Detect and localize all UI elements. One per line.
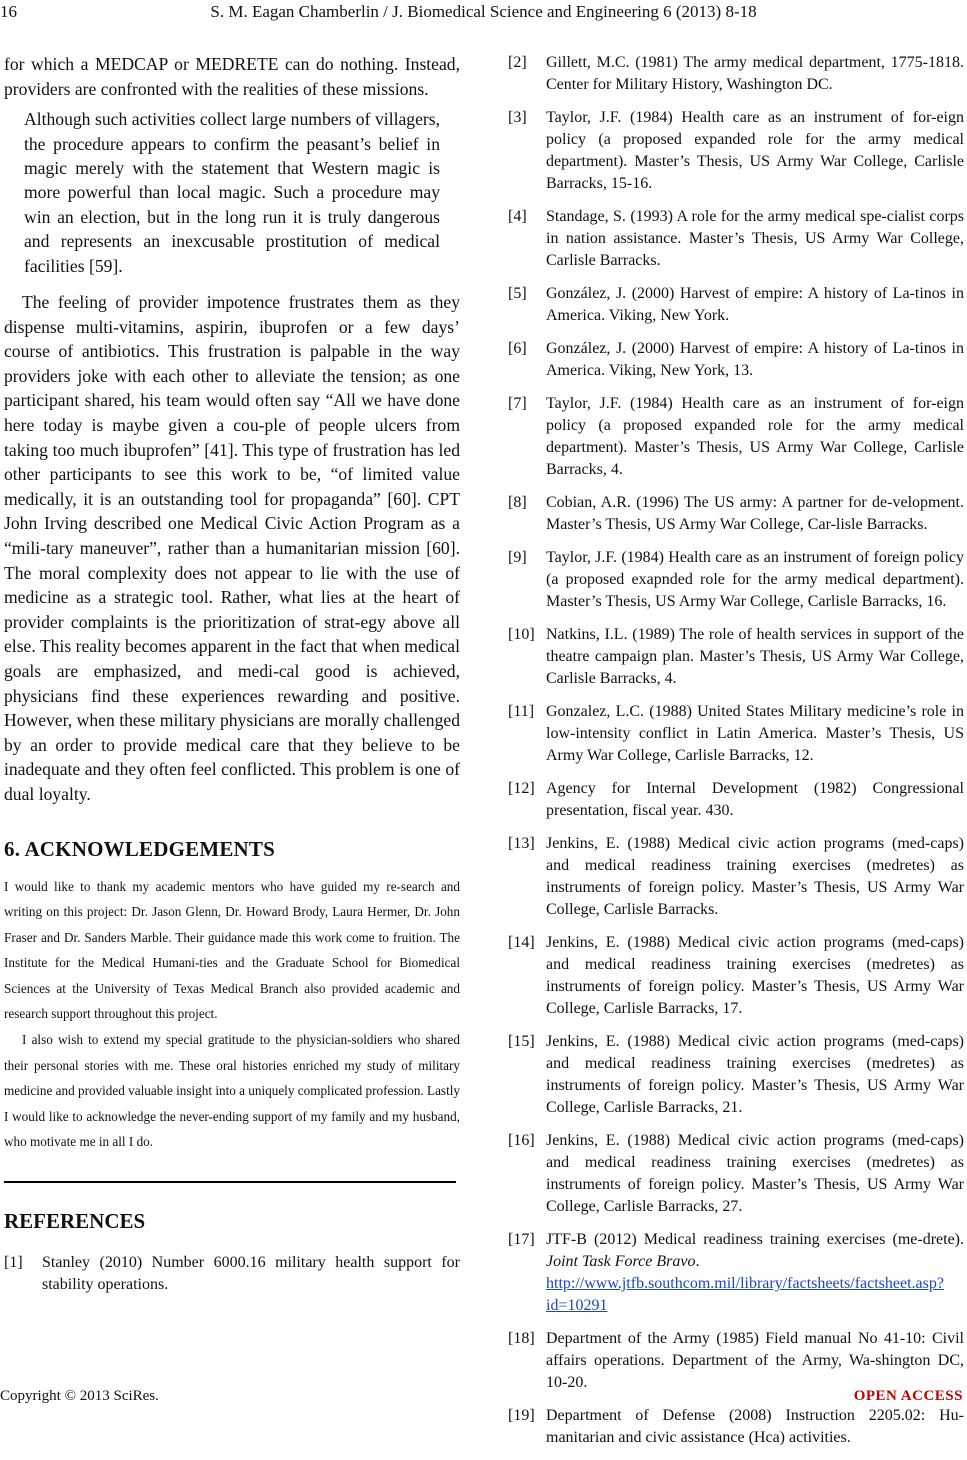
reference-number: [11] [508,703,535,720]
acknowledgements-paragraph-1: I would like to thank my academic mentors who have guided my re-search and writing on this project: Dr. Jason Glenn, Dr. Howard Brody, Laura Hermer, Dr. John Fraser and Dr. Sanders Marble. Their guidance made this work come to fruition. The Institute for the Medical Humani-ties and the Graduate School for Biomedical Sciences at the University of Texas Medical Branch also provided academic and research support throughout this project. [4,878,460,1022]
reference-item [508,393,964,481]
reference-item [508,778,964,822]
reference-text: González, J. (2000) Harvest of empire: A history of La-tinos in America. Viking, New York, 13. [546,340,964,379]
reference-number: [6] [508,340,527,357]
reference-number: [12] [508,780,535,797]
reference-number: [3] [508,109,527,126]
copyright-notice: Copyright © 2013 SciRes. [0,1388,159,1404]
reference-number: [1] [4,1254,23,1272]
reference-number: [15] [508,1033,535,1050]
reference-text: Gonzalez, L.C. (1988) United States Military medicine’s role in low-intensity conflict in Latin America. Master’s Thesis, US Army War College, Carlisle Barracks, 12. [546,703,964,764]
reference-text: Jenkins, E. (1988) Medical civic action programs (med-caps) and medical readiness training exercises (medretes) as instruments of foreign policy. Master’s Thesis, US Army War College, Carlisle Barracks, 27. [546,1132,964,1215]
reference-text: Jenkins, E. (1988) Medical civic action programs (med-caps) and medical readiness training exercises (medretes) as instruments of foreign policy. Master’s Thesis, US Army War College, Carlisle Barracks, 17. [546,934,964,1017]
reference-number: [7] [508,395,527,412]
reference-text-part: JTF-B (2012) Medical readiness training exercises (me-drete). [546,1231,964,1248]
acknowledgements-heading: 6. ACKNOWLEDGEMENTS [4,836,276,861]
page-header [0,0,967,34]
reference-item [508,547,964,613]
reference-item [508,624,964,690]
open-access-label: OPEN ACCESS [853,1388,963,1404]
reference-text: Department of the Army (1985) Field manual No 41-10: Civil affairs operations. Department of the Army, Wa-shington DC, 10-20. [546,1330,964,1391]
reference-number: [17] [508,1231,535,1248]
reference-text: Jenkins, E. (1988) Medical civic action programs (med-caps) and medical readiness training exercises (medretes) as instruments of foreign policy. Master’s Thesis, US Army War College, Carlisle Barracks, 21. [546,1033,964,1116]
reference-item [508,833,964,921]
reference-item [4,1252,460,1296]
section-divider [4,1181,456,1183]
reference-item [508,283,964,327]
reference-text: Taylor, J.F. (1984) Health care as an instrument of for-eign policy (a proposed expanded role for the army medical department). Master’s Thesis, US Army War College, Carlisle Barracks, 15-16. [546,109,964,192]
references-heading: REFERENCES [4,1209,146,1234]
page-number: 16 [0,2,17,21]
reference-text: Taylor, J.F. (1984) Health care as an instrument of for-eign policy (a proposed expanded role for the army medical department). Master’s Thesis, US Army War College, Carlisle Barracks, 4. [546,395,964,478]
reference-item [508,107,964,195]
reference-number: [16] [508,1132,535,1149]
reference-link[interactable]: http://www.jtfb.southcom.mil/library/factsheets/factsheet.asp?id=10291 [546,1275,944,1314]
reference-number: [13] [508,835,535,852]
reference-item [508,338,964,382]
reference-item [508,1328,964,1394]
reference-text: Jenkins, E. (1988) Medical civic action programs (med-caps) and medical readiness training exercises (medretes) as instruments of foreign policy. Master’s Thesis, US Army War College, Carlisle Barracks. [546,835,964,918]
reference-text-part: . [695,1253,700,1270]
reference-item [508,492,964,536]
reference-text: Cobian, A.R. (1996) The US army: A partner for de-velopment. Master’s Thesis, US Army War College, Car-lisle Barracks. [546,494,964,533]
reference-item [508,1229,964,1317]
paragraph-intro: for which a MEDCAP or MEDRETE can do nothing. Instead, providers are confronted with the realities of these missions. [4,54,460,99]
references-list [508,52,964,1218]
reference-text: González, J. (2000) Harvest of empire: A history of La-tinos in America. Viking, New York. [546,285,964,324]
reference-text: Gillett, M.C. (1981) The army medical department, 1775-1818. Center for Military History, Washington DC. [546,54,964,93]
reference-number: [4] [508,208,527,225]
reference-text: Department of Defense (2008) Instruction 2205.02: Hu-manitarian and civic assistance (Hca) activities. [546,1407,964,1446]
paragraph-main: The feeling of provider impotence frustrates them as they dispense multi-vitamins, aspirin, ibuprofen or a few days’ course of antibiotics. This frustration is palpable in the way providers joke with each other to alleviate the tension; as one participant shared, his team would often say “All we have done here today is maybe given a cou-ple of people ulcers from taking too much ibuprofen” [41]. This type of frustration has led other participants to see this work to be, “of limited value medically, it is an outstanding tool for propaganda” [60]. CPT John Irving described one Medical Civic Action Program as a “mili-tary maneuver”, rather than a humanitarian mission [60]. The moral complexity does not appear to lie with the use of medicine as a strategic tool. Rather, what lies at the heart of provider complaints is the prioritization of strat-egy above all else. This reality becomes apparent in the fact that when medical goals are emphasized, and medi-cal good is achieved, physicians find these experiences rewarding and positive. However, when these military physicians are morally challenged by an order to provide medical care that they believe to be inadequate and they often feel conflicted. This problem is one of dual loyalty. [4,292,460,804]
reference-item [508,1031,964,1119]
reference-number: [8] [508,494,527,511]
reference-item [508,701,964,767]
page-footer [0,1388,967,1412]
reference-item [508,206,964,272]
running-head: S. M. Eagan Chamberlin / J. Biomedical Science and Engineering 6 (2013) 8-18 [210,2,757,21]
reference-text: Taylor, J.F. (1984) Health care as an instrument of foreign policy (a proposed exapnded role for the army medical department). Master’s Thesis, US Army War College, Carlisle Barracks, 16. [546,549,964,610]
block-quote: Although such activities collect large numbers of villagers, the procedure appears to confirm the peasant’s belief in magic merely with the statement that Western magic is more powerful than local magic. Such a procedure may win an election, but in the long run it is truly dangerous and represents an inexcusable prostitution of medical facilities [59]. [24,109,440,276]
reference-italic-source: Joint Task Force Bravo [546,1253,696,1270]
reference-text: Stanley (2010) Number 6000.16 military health support for stability operations. [42,1254,460,1294]
reference-number: [2] [508,54,527,71]
reference-number: [14] [508,934,535,951]
reference-number: [5] [508,285,527,302]
reference-text: Standage, S. (1993) A role for the army medical spe-cialist corps in nation assistance. Master’s Thesis, US Army War College, Carlisle Barracks. [546,208,964,269]
reference-number: [18] [508,1330,535,1347]
left-column [4,52,460,1307]
right-column [508,52,964,1460]
reference-number: [19] [508,1407,535,1424]
acknowledgements-paragraph-2: I also wish to extend my special gratitude to the physician-soldiers who shared their personal stories with me. These oral histories enriched my study of military medicine and provided valuable insight into a uniquely complicated profession. Lastly I would like to acknowledge the never-ending support of my family and my husband, who motivate me in all I do. [4,1032,460,1150]
reference-item [508,1130,964,1218]
reference-text: Natkins, I.L. (1989) The role of health services in support of the theatre campaign plan. Master’s Thesis, US Army War College, Carlisle Barracks, 4. [546,626,964,687]
reference-item [508,52,964,96]
reference-number: [9] [508,549,527,566]
reference-item [508,932,964,1020]
reference-text: Agency for Internal Development (1982) Congressional presentation, fiscal year. 430. [546,780,964,819]
reference-text [546,1229,964,1317]
reference-number: [10] [508,626,535,643]
